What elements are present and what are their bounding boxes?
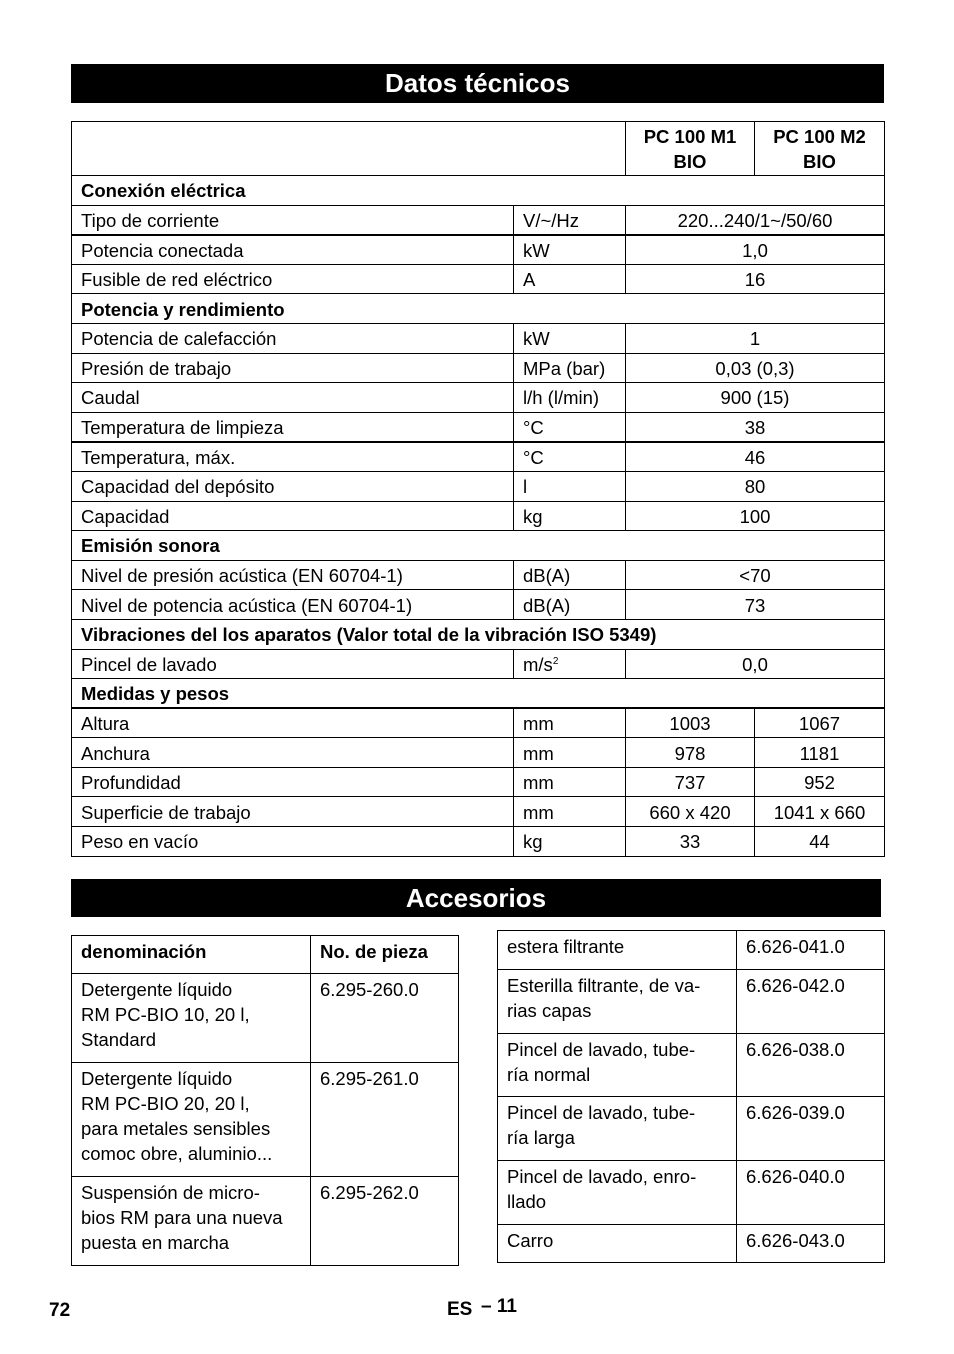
- table-row: [72, 827, 885, 857]
- row-value: 1,0: [626, 235, 885, 265]
- table-row: [72, 205, 885, 235]
- row-unit: [514, 590, 626, 620]
- table-row: [72, 590, 885, 620]
- table-row: [72, 471, 885, 501]
- model-header-2: PC 100 M2 BIO: [755, 122, 885, 176]
- row-unit: [514, 353, 626, 383]
- unit-text: kg: [523, 505, 543, 527]
- unit-text: °C: [523, 446, 544, 468]
- accessory-name: Pincel de lavado, enro- llado: [498, 1161, 737, 1225]
- accessory-part-number: 6.626-042.0: [737, 970, 885, 1034]
- table-row: [72, 264, 885, 294]
- section-heading: Emisión sonora: [72, 531, 885, 561]
- accessory-part-number: 6.295-262.0: [311, 1177, 459, 1266]
- row-label: Superficie de trabajo: [72, 797, 514, 827]
- accessory-name: Detergente líquido RM PC-BIO 10, 20 l, Standard: [72, 974, 311, 1063]
- section-row: [72, 531, 885, 561]
- row-label: Capacidad: [72, 501, 514, 531]
- accessory-row: [498, 1034, 885, 1097]
- row-label: Nivel de presión acústica (EN 60704-1): [72, 560, 514, 590]
- table-row: [72, 649, 885, 679]
- row-value: 100: [626, 501, 885, 531]
- section-row: [72, 619, 885, 649]
- row-label: Peso en vacío: [72, 827, 514, 857]
- unit-text: A: [523, 269, 536, 291]
- unit-text: V/~/Hz: [523, 209, 580, 231]
- unit-text: mm: [523, 742, 554, 764]
- language-code: ES: [447, 1299, 473, 1320]
- table-row: [72, 442, 885, 472]
- accessory-row: [498, 931, 885, 970]
- row-value-model-2: 1041 x 660: [755, 797, 885, 827]
- header-blank-cell: [72, 122, 626, 176]
- row-value-model-1: 978: [626, 738, 755, 768]
- accessory-part-number: 6.626-038.0: [737, 1034, 885, 1097]
- row-unit: [514, 205, 626, 235]
- accessories-heading: Accesorios: [71, 879, 881, 917]
- row-unit: [514, 383, 626, 413]
- accessory-row: [498, 1097, 885, 1161]
- row-unit: [514, 235, 626, 265]
- row-value: <70: [626, 560, 885, 590]
- row-value-model-1: 737: [626, 767, 755, 797]
- column-header-name: denominación: [72, 936, 311, 974]
- accessory-part-number: 6.626-040.0: [737, 1161, 885, 1225]
- row-unit: [514, 501, 626, 531]
- row-unit: [514, 797, 626, 827]
- row-label: Nivel de potencia acústica (EN 60704-1): [72, 590, 514, 620]
- section-row: [72, 294, 885, 324]
- unit-text: kW: [523, 328, 550, 350]
- accessory-part-number: 6.295-261.0: [311, 1063, 459, 1177]
- section-heading: Vibraciones del los aparatos (Valor total de la vibración ISO 5349): [72, 619, 885, 649]
- table-row: [72, 738, 885, 768]
- unit-superscript: 2: [552, 655, 559, 667]
- row-value-model-1: 1003: [626, 708, 755, 738]
- unit-text: kW: [523, 239, 550, 261]
- accessory-name: Suspensión de micro- bios RM para una nueva puesta en marcha: [72, 1177, 311, 1266]
- accessory-row: [72, 1177, 459, 1266]
- unit-text: mm: [523, 713, 554, 735]
- unit-text: dB(A): [523, 565, 571, 587]
- accessory-row: [72, 1063, 459, 1177]
- table-row: [72, 560, 885, 590]
- unit-text: mm: [523, 772, 554, 794]
- row-label: Temperatura de limpieza: [72, 412, 514, 442]
- accessory-name: Carro: [498, 1225, 737, 1263]
- row-unit: [514, 412, 626, 442]
- section-page-number: – 11: [481, 1296, 517, 1317]
- row-unit: [514, 649, 626, 679]
- row-label: Fusible de red eléctrico: [72, 264, 514, 294]
- accessory-row: [498, 970, 885, 1034]
- accessory-row: [498, 1225, 885, 1263]
- row-value: 900 (15): [626, 383, 885, 413]
- section-heading: Potencia y rendimiento: [72, 294, 885, 324]
- row-value: 0,03 (0,3): [626, 353, 885, 383]
- accessory-part-number: 6.626-041.0: [737, 931, 885, 970]
- row-label: Potencia de calefacción: [72, 323, 514, 353]
- row-unit: [514, 471, 626, 501]
- row-value: 46: [626, 442, 885, 472]
- row-unit: [514, 323, 626, 353]
- tech-data-heading: Datos técnicos: [71, 64, 884, 103]
- table-row: [72, 767, 885, 797]
- unit-text: m/s: [523, 653, 553, 675]
- row-value-model-1: 660 x 420: [626, 797, 755, 827]
- accessories-table-left: [71, 935, 459, 1266]
- section-heading: Medidas y pesos: [72, 679, 885, 709]
- unit-text: °C: [523, 416, 544, 438]
- unit-text: mm: [523, 801, 554, 823]
- row-label: Presión de trabajo: [72, 353, 514, 383]
- row-value: 38: [626, 412, 885, 442]
- row-unit: [514, 738, 626, 768]
- row-label: Potencia conectada: [72, 235, 514, 265]
- unit-text: l/h (l/min): [523, 387, 600, 409]
- accessories-table-right: [497, 930, 885, 1263]
- row-value-model-1: 33: [626, 827, 755, 857]
- row-label: Anchura: [72, 738, 514, 768]
- table-row: [72, 383, 885, 413]
- unit-text: dB(A): [523, 594, 571, 616]
- row-unit: [514, 560, 626, 590]
- row-value: 1: [626, 323, 885, 353]
- table-row: [72, 412, 885, 442]
- row-unit: [514, 767, 626, 797]
- unit-text: kg: [523, 831, 543, 853]
- row-value-model-2: 1067: [755, 708, 885, 738]
- row-label: Pincel de lavado: [72, 649, 514, 679]
- page-number: 72: [49, 1300, 71, 1321]
- row-value-model-2: 44: [755, 827, 885, 857]
- accessory-part-number: 6.626-043.0: [737, 1225, 885, 1263]
- row-value-model-2: 1181: [755, 738, 885, 768]
- section-heading: Conexión eléctrica: [72, 176, 885, 206]
- accessory-name: Pincel de lavado, tube- ría normal: [498, 1034, 737, 1097]
- row-label: Tipo de corriente: [72, 205, 514, 235]
- accessories-header-row: [72, 936, 459, 974]
- accessory-part-number: 6.295-260.0: [311, 974, 459, 1063]
- accessory-row: [72, 974, 459, 1063]
- row-value: 73: [626, 590, 885, 620]
- accessory-name: Pincel de lavado, tube- ría larga: [498, 1097, 737, 1161]
- row-label: Profundidad: [72, 767, 514, 797]
- row-unit: [514, 264, 626, 294]
- accessory-row: [498, 1161, 885, 1225]
- table-header-row: [72, 122, 885, 176]
- row-label: Altura: [72, 708, 514, 738]
- row-value: 16: [626, 264, 885, 294]
- model-header-1: PC 100 M1 BIO: [626, 122, 755, 176]
- row-unit: [514, 708, 626, 738]
- section-row: [72, 176, 885, 206]
- row-value-model-2: 952: [755, 767, 885, 797]
- section-row: [72, 679, 885, 709]
- row-label: Caudal: [72, 383, 514, 413]
- accessory-name: Detergente líquido RM PC-BIO 20, 20 l, para metales sensibles comoc obre, aluminio...: [72, 1063, 311, 1177]
- tech-data-table: [71, 121, 885, 857]
- row-label: Temperatura, máx.: [72, 442, 514, 472]
- table-row: [72, 708, 885, 738]
- unit-text: MPa (bar): [523, 357, 606, 379]
- accessory-name: Esterilla filtrante, de va- rias capas: [498, 970, 737, 1034]
- row-value: 80: [626, 471, 885, 501]
- table-row: [72, 323, 885, 353]
- table-row: [72, 501, 885, 531]
- accessory-name: estera filtrante: [498, 931, 737, 970]
- row-value: 0,0: [626, 649, 885, 679]
- row-unit: [514, 442, 626, 472]
- table-row: [72, 353, 885, 383]
- table-row: [72, 235, 885, 265]
- row-label: Capacidad del depósito: [72, 471, 514, 501]
- unit-text: l: [523, 476, 528, 498]
- column-header-part: No. de pieza: [311, 936, 459, 974]
- accessory-part-number: 6.626-039.0: [737, 1097, 885, 1161]
- table-row: [72, 797, 885, 827]
- row-value: 220...240/1~/50/60: [626, 205, 885, 235]
- row-unit: [514, 827, 626, 857]
